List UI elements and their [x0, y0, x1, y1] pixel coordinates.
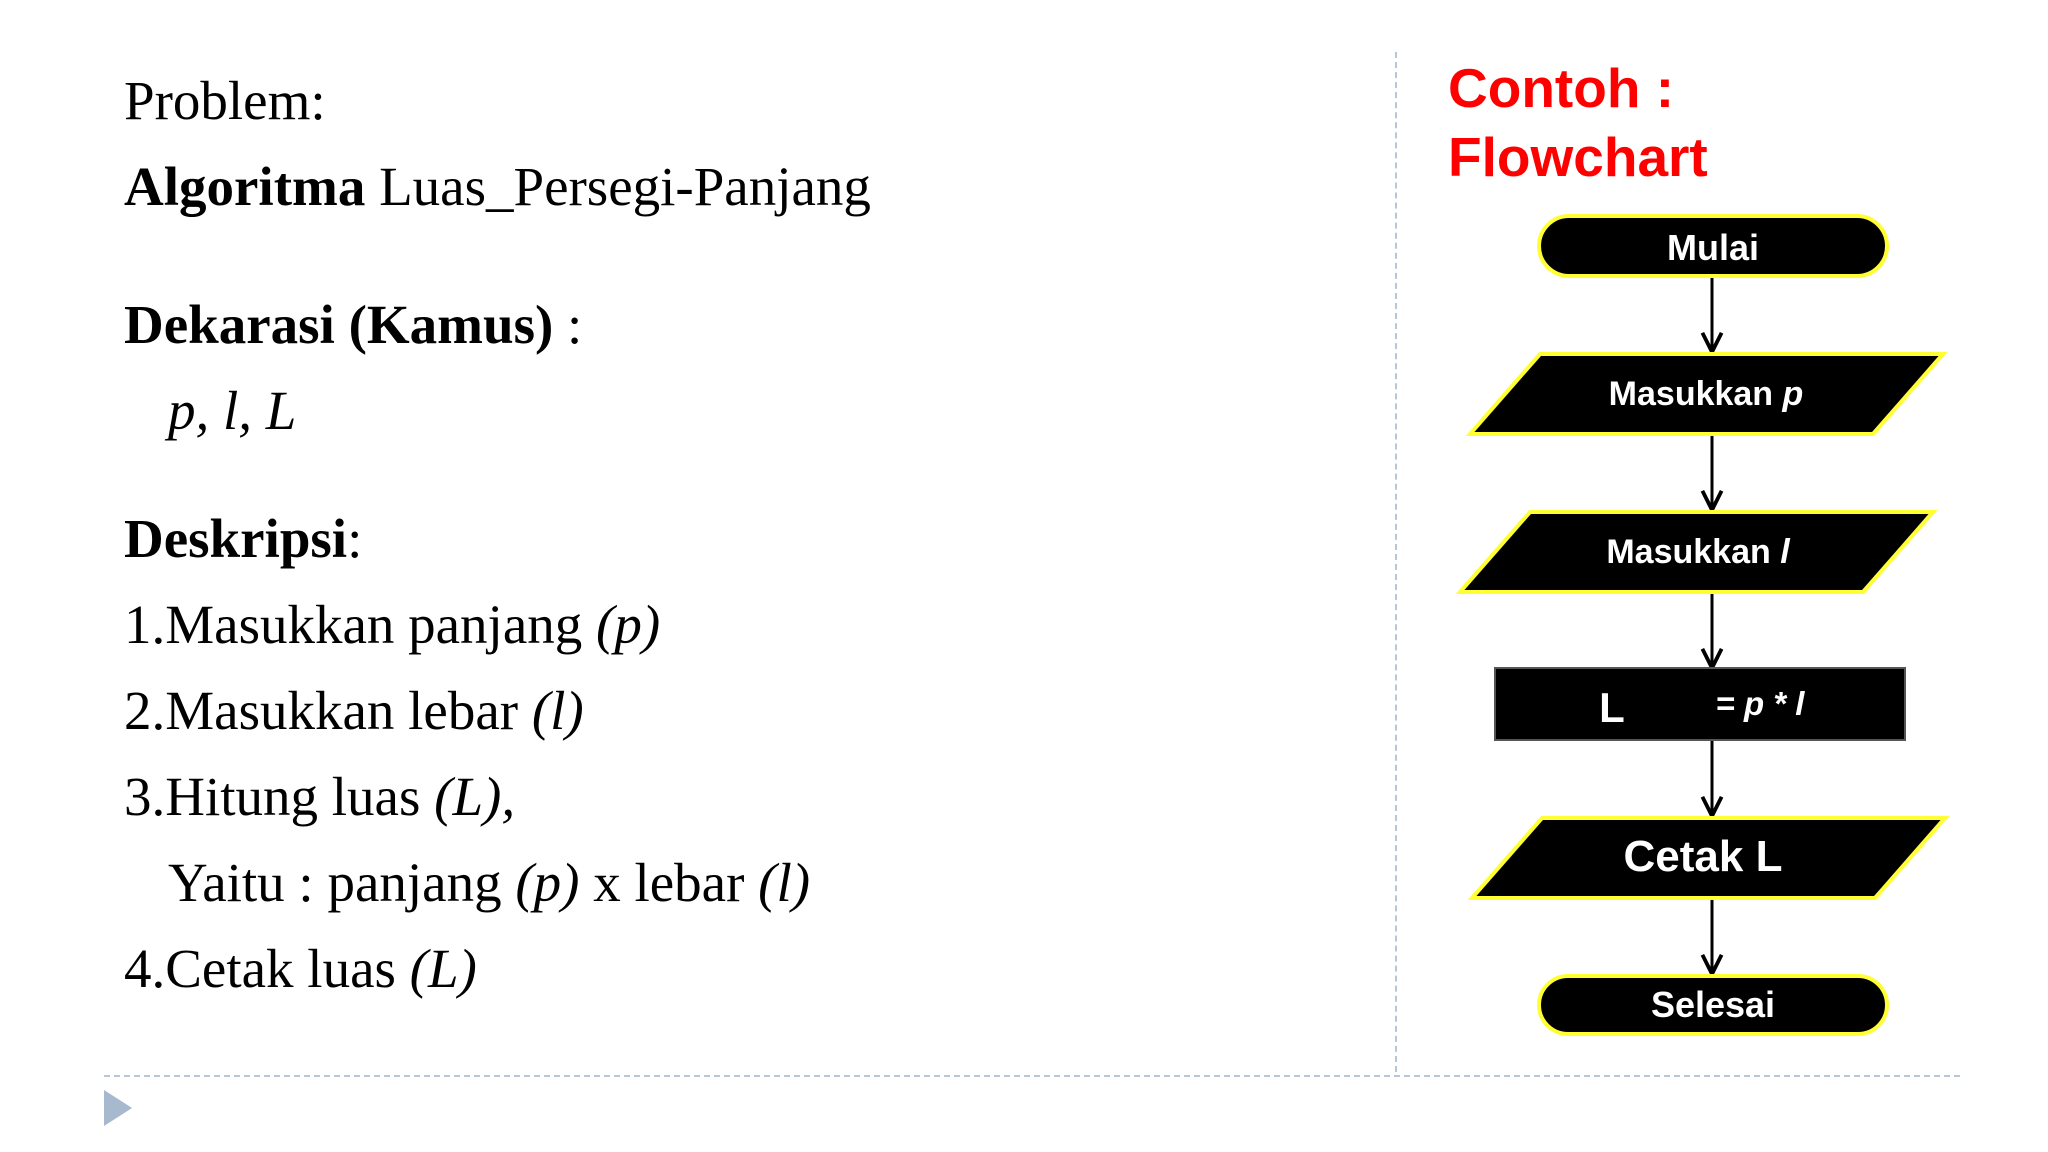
flowchart-title-line-1: Contoh :: [1448, 57, 1675, 119]
end-label: Selesai: [1650, 984, 1776, 1025]
step-4-text: 4.Cetak luas: [124, 938, 410, 999]
description-colon: :: [347, 508, 363, 569]
output-label: Cetak L: [1623, 832, 1783, 881]
step-2-var: (l): [531, 680, 584, 741]
declaration-variables: p, l, L: [168, 380, 297, 441]
flowchart-title-line-2: Flowchart: [1448, 126, 1708, 188]
step-2-text: 2.Masukkan lebar: [124, 680, 532, 741]
step-3-detail-var-l: (l): [758, 852, 811, 913]
input-l-parallelogram: [1460, 512, 1933, 592]
description-heading: Deskripsi: [124, 508, 348, 569]
step-1-text: 1.Masukkan panjang: [124, 594, 596, 655]
step-3-detail-var-p: (p): [515, 852, 580, 913]
step-3-detail-prefix: Yaitu : panjang: [168, 852, 516, 913]
algorithm-name: Luas_Persegi-Panjang: [379, 156, 871, 217]
declaration-heading: Dekarasi (Kamus): [124, 294, 554, 355]
input-l-label: Masukkan l: [1606, 533, 1790, 571]
process-right-label: = p * l: [1715, 685, 1805, 722]
start-label: Mulai: [1666, 227, 1760, 268]
declaration-colon: :: [553, 294, 583, 355]
process-left-label: L: [1599, 684, 1625, 731]
process-box: [1495, 668, 1905, 740]
step-3-text: 3.Hitung luas: [124, 766, 435, 827]
end-terminator: [1539, 976, 1887, 1034]
algorithm-keyword: Algoritma: [124, 156, 366, 217]
input-p-parallelogram: [1470, 354, 1943, 434]
step-4-var: (L): [409, 938, 477, 999]
step-3-detail-middle: x lebar: [579, 852, 759, 913]
input-p-label: Masukkan p: [1608, 375, 1804, 413]
start-terminator: [1539, 216, 1887, 276]
problem-label: Problem:: [124, 70, 326, 131]
output-parallelogram: [1472, 818, 1945, 898]
step-3-var: (L),: [434, 766, 516, 827]
step-1-var: (p): [596, 594, 661, 655]
